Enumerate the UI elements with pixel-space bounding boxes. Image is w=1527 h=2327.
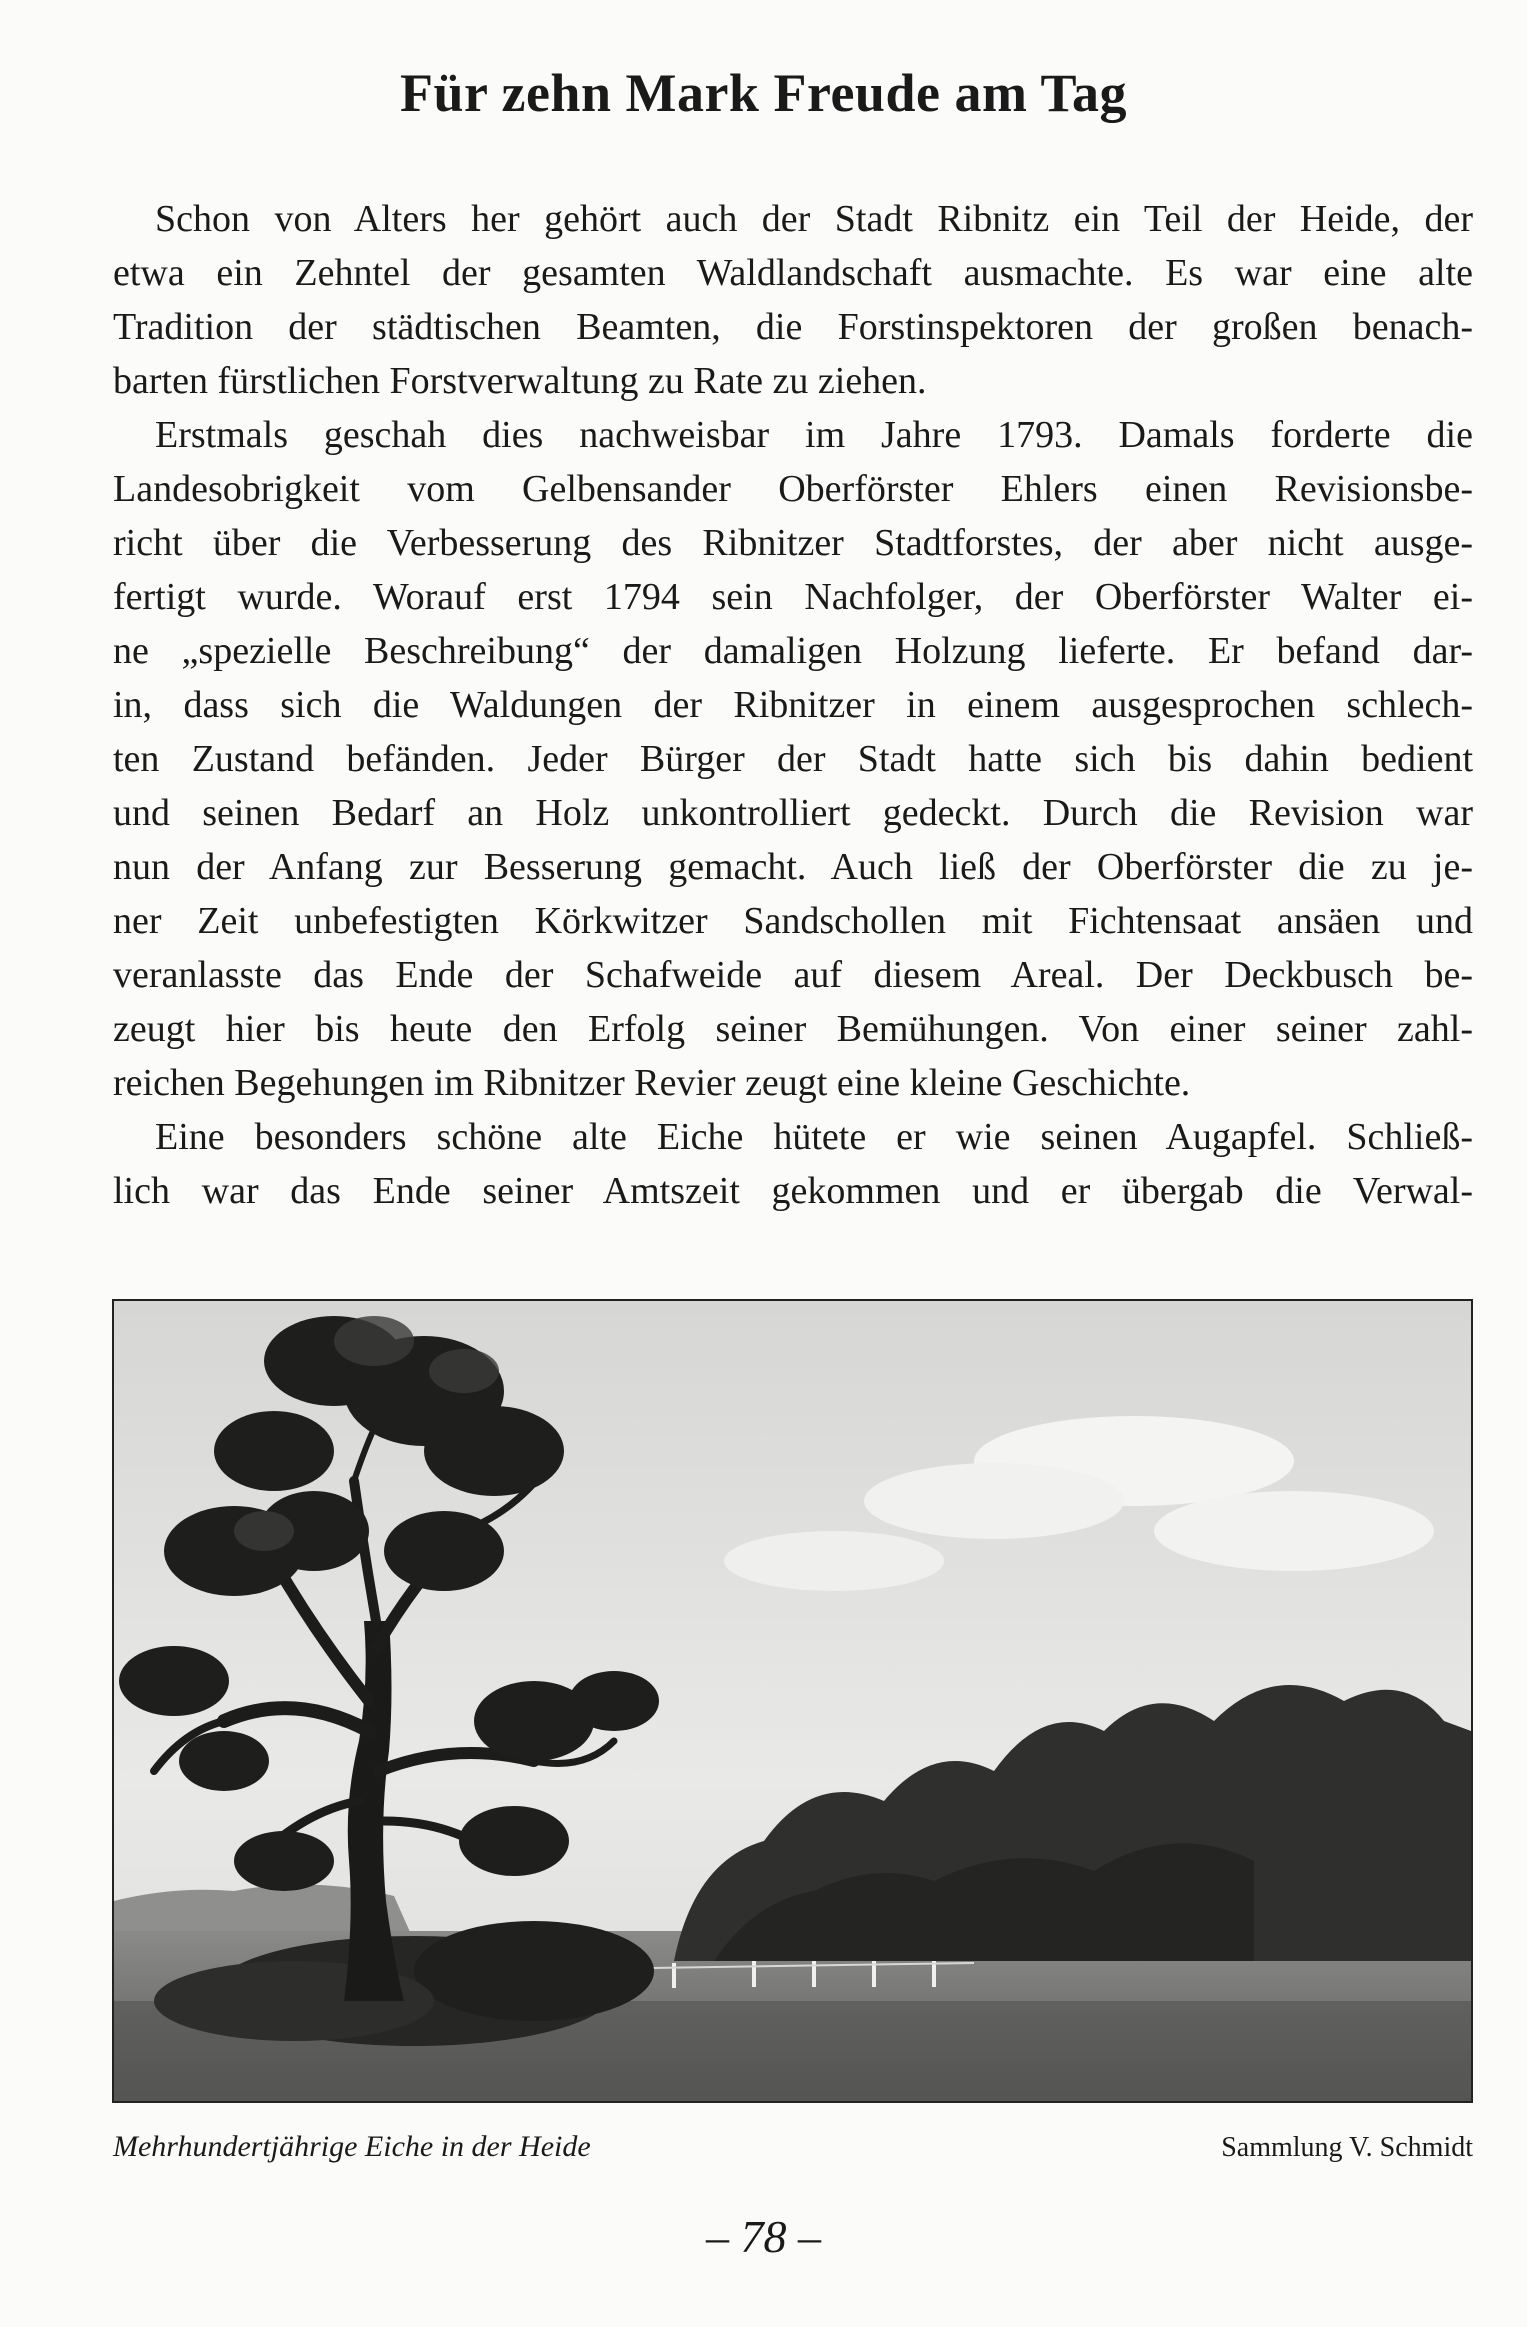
page-number: – 78 –: [706, 2211, 821, 2262]
text-line: in, dass sich die Waldungen der Ribnitzer in einem ausgesprochen schlech-: [113, 684, 1473, 726]
text-line: barten fürstlichen Forstverwaltung zu Rate zu ziehen.: [113, 360, 927, 402]
text-line: nun der Anfang zur Besserung gemacht. Auch ließ der Oberförster die zu je-: [113, 846, 1473, 888]
text-line: Tradition der städtischen Beamten, die Forstinspektoren der großen benach-: [113, 306, 1473, 348]
text-line: und seinen Bedarf an Holz unkontrolliert gedeckt. Durch die Revision war: [113, 792, 1473, 834]
text-line: ten Zustand befänden. Jeder Bürger der Stadt hatte sich bis dahin bedient: [113, 738, 1473, 780]
body-text: [113, 192, 1473, 1218]
text-line: etwa ein Zehntel der gesamten Waldlandschaft ausmachte. Es war eine alte: [113, 252, 1473, 294]
text-line: fertigt wurde. Worauf erst 1794 sein Nachfolger, der Oberförster Walter ei-: [113, 576, 1473, 618]
photo-caption: Mehrhundertjährige Eiche in der Heide: [113, 2130, 591, 2163]
text-line: ne „spezielle Beschreibung“ der damaligen Holzung lieferte. Er befand dar-: [113, 630, 1473, 672]
text-line: veranlasste das Ende der Schafweide auf diesem Areal. Der Deckbusch be-: [113, 954, 1473, 996]
text-line: Eine besonders schöne alte Eiche hütete er wie seinen Augapfel. Schließ-: [155, 1116, 1473, 1158]
oak-tree-illustration: [114, 1301, 1471, 2101]
text-line: Schon von Alters her gehört auch der Stadt Ribnitz ein Teil der Heide, der: [155, 198, 1473, 240]
text-line: Landesobrigkeit vom Gelbensander Oberförster Ehlers einen Revisionsbe-: [113, 468, 1473, 510]
text-line: Erstmals geschah dies nachweisbar im Jahre 1793. Damals forderte die: [155, 414, 1473, 456]
text-line: richt über die Verbesserung des Ribnitzer Stadtforstes, der aber nicht ausge-: [113, 522, 1473, 564]
text-line: ner Zeit unbefestigten Körkwitzer Sandschollen mit Fichtensaat ansäen und: [113, 900, 1473, 942]
oak-tree-photo: [112, 1299, 1473, 2103]
photo-credit: Sammlung V. Schmidt: [1221, 2132, 1473, 2163]
text-line: reichen Begehungen im Ribnitzer Revier zeugt eine kleine Geschichte.: [113, 1062, 1191, 1104]
text-line: lich war das Ende seiner Amtszeit gekommen und er übergab die Verwal-: [113, 1170, 1473, 1212]
text-line: zeugt hier bis heute den Erfolg seiner Bemühungen. Von einer seiner zahl-: [113, 1008, 1473, 1050]
page-title: Für zehn Mark Freude am Tag: [399, 63, 1128, 123]
